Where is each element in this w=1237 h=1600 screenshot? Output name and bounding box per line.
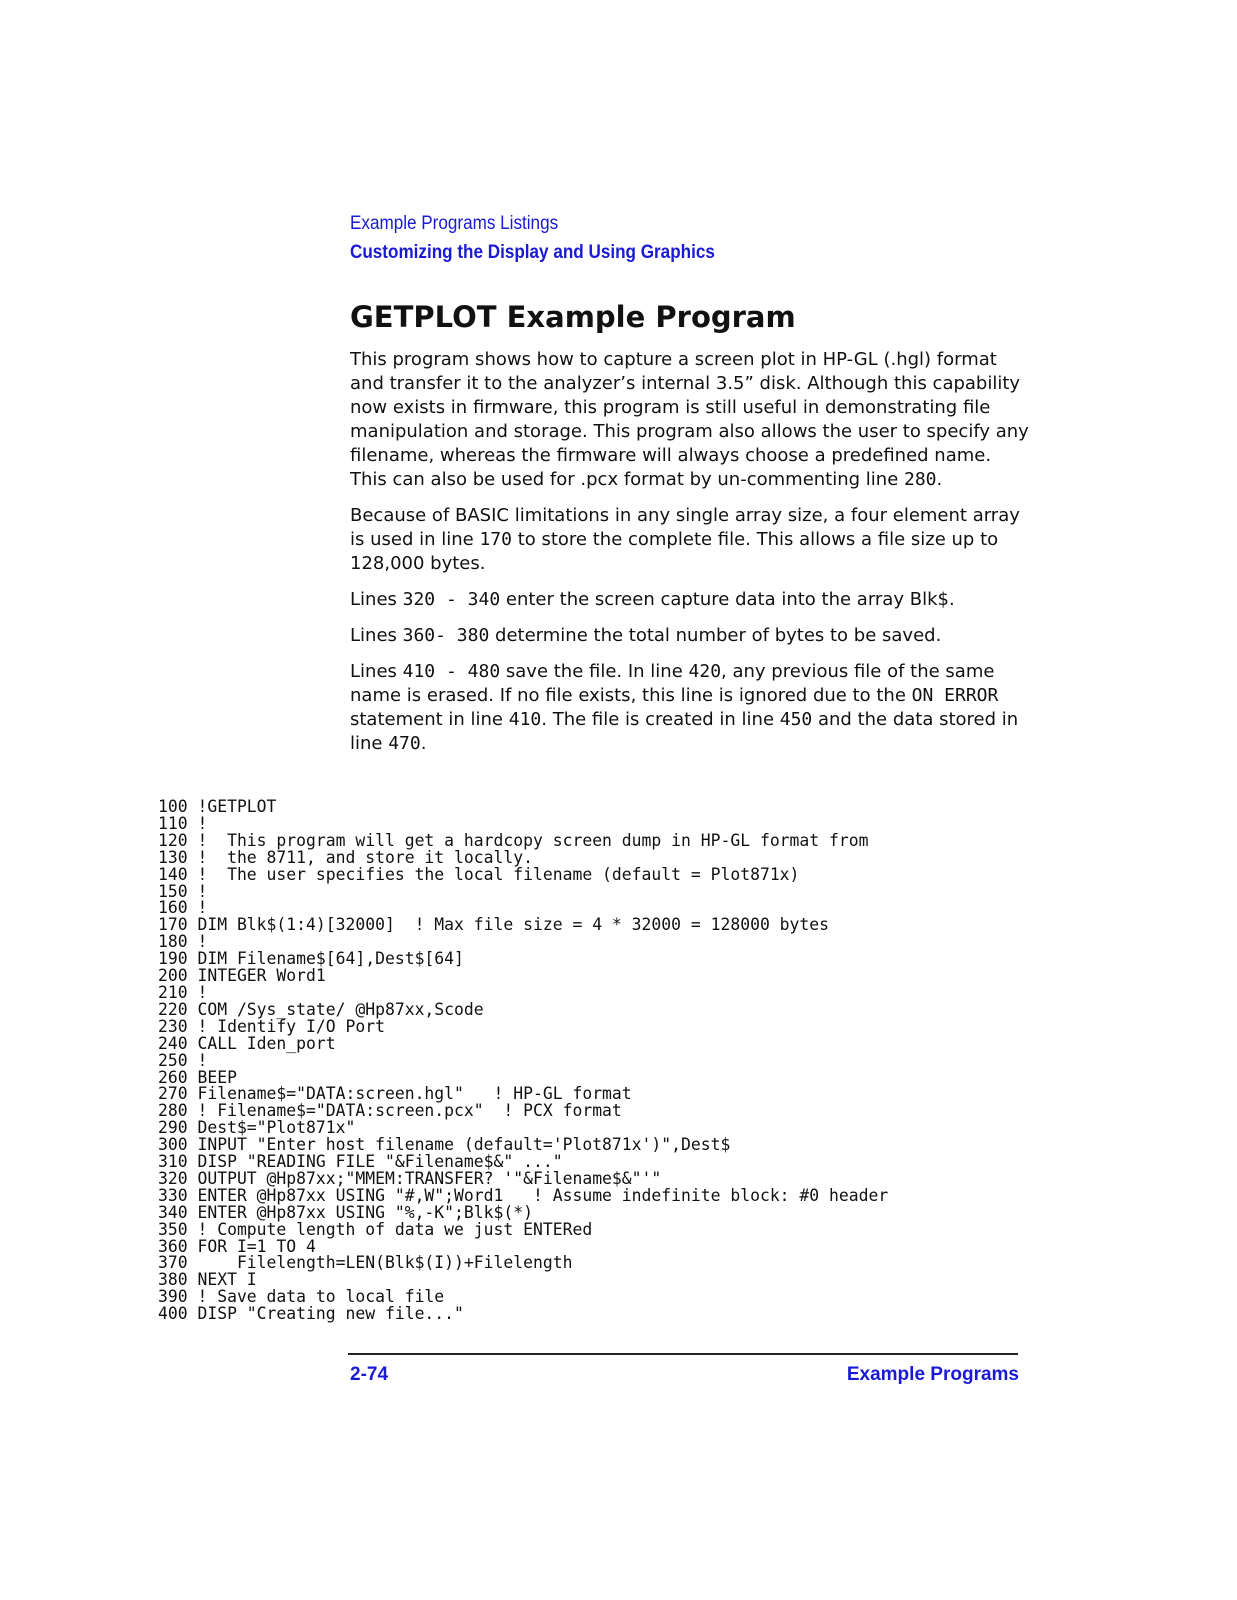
text-run: Lines [350, 661, 403, 682]
code-ref: 320 - 340 [402, 589, 501, 610]
text-run: to store the complete file. This allows a file size up to 128,000 bytes. [350, 529, 999, 574]
page-number: 2-74 [350, 1364, 389, 1385]
paragraph-count [350, 624, 1030, 648]
running-header [350, 212, 755, 265]
body-text [350, 348, 1030, 768]
text-run: . The file is created in line [541, 709, 780, 730]
text-run: , any previous file of the same name is erased. If no file exists, this line is ignored due to the [350, 661, 995, 706]
section-header: Example Programs Listings [350, 213, 559, 234]
chapter-name: Example Programs [846, 1364, 1019, 1385]
subsection-header: Customizing the Display and Using Graphics [350, 242, 715, 263]
text-run: . [948, 589, 955, 610]
code-ref: 280 [904, 469, 937, 490]
text-run: Lines [350, 625, 403, 646]
text-run: determine the total number of bytes to be saved. [489, 625, 942, 646]
code-listing: 100 !GETPLOT 110 ! 120 ! This program will get a hardcopy screen dump in HP-GL format from 130 ! the 8711, and store it locally. 140 ! The user specifies the local filename (default = Plot871x) 150 ! 160 ! 170 DIM Blk$(1:4)[32000] ! Max file size = 4 * 32000 = 128000 bytes 180 ! 190 DIM Filename$[64],Dest$[64] 200 INTEGER Word1 210 ! 220 COM /Sys_state/ @Hp87xx,Scode 230 ! Identify I/O Port 240 CALL Iden_port 250 ! 260 BEEP 270 Filename$="DATA:screen.hgl" ! HP-GL format 280 ! Filename$="DATA:screen.pcx" ! PCX format 290 Dest$="Plot871x" 300 INPUT "Enter host filename (default='Plot871x')",Dest$ 310 DISP "READING FILE "&Filename$&" ..." 320 OUTPUT @Hp87xx;"MMEM:TRANSFER? '"&Filename$&"'" 330 ENTER @Hp87xx USING "#,W";Word1 ! Assume indefinite block: #0 header 340 ENTER @Hp87xx USING "%,-K";Blk$(*) 350 ! Compute length of data we just ENTERed 360 FOR I=1 TO 4 370 Filelength=LEN(Blk$(I))+Filelength 380 NEXT I 390 ! Save data to local file 400 DISP "Creating new file..." [158, 797, 889, 1324]
code-ref: 410 - 480 [402, 661, 501, 682]
paragraph-array [350, 504, 1030, 576]
text-run: This program shows how to capture a screen plot in HP-GL (.hgl) format and transfer it to the analyzer’s internal 3.5” disk. Although this capability now exists in firmware, this program is still useful in demonstrating file manipulation and storage. This program also allows the user to specify any filename, whereas the firmware will always choose a predefined name. This can also be used for .pcx format by un-commenting line [350, 349, 1029, 490]
code-ref: ON ERROR [911, 685, 999, 706]
code-ref: 420 [688, 661, 722, 682]
text-run: and the data stored in line [350, 709, 1019, 754]
page-title: GETPLOT Example Program [350, 300, 796, 334]
paragraph-capture [350, 588, 1030, 612]
paragraph-save [350, 660, 1030, 756]
paragraph-intro [350, 348, 1030, 492]
text-run: enter the screen capture data into the array [500, 589, 910, 610]
code-ref: Blk$ [909, 589, 949, 610]
text-run: . [420, 733, 427, 754]
code-ref: 450 [779, 709, 813, 730]
code-ref: 170 [479, 529, 512, 550]
footer-rule [348, 1353, 1018, 1355]
text-run: save the file. In line [500, 661, 689, 682]
text-run: . [936, 469, 943, 490]
code-ref: 470 [388, 733, 421, 754]
text-run: Lines [350, 589, 403, 610]
code-ref: 360- 380 [402, 625, 490, 646]
code-ref: 410 [508, 709, 542, 730]
text-run: Because of BASIC limitations in any single array size, a four element array is used in line [350, 505, 1020, 550]
text-run: statement in line [350, 709, 509, 730]
